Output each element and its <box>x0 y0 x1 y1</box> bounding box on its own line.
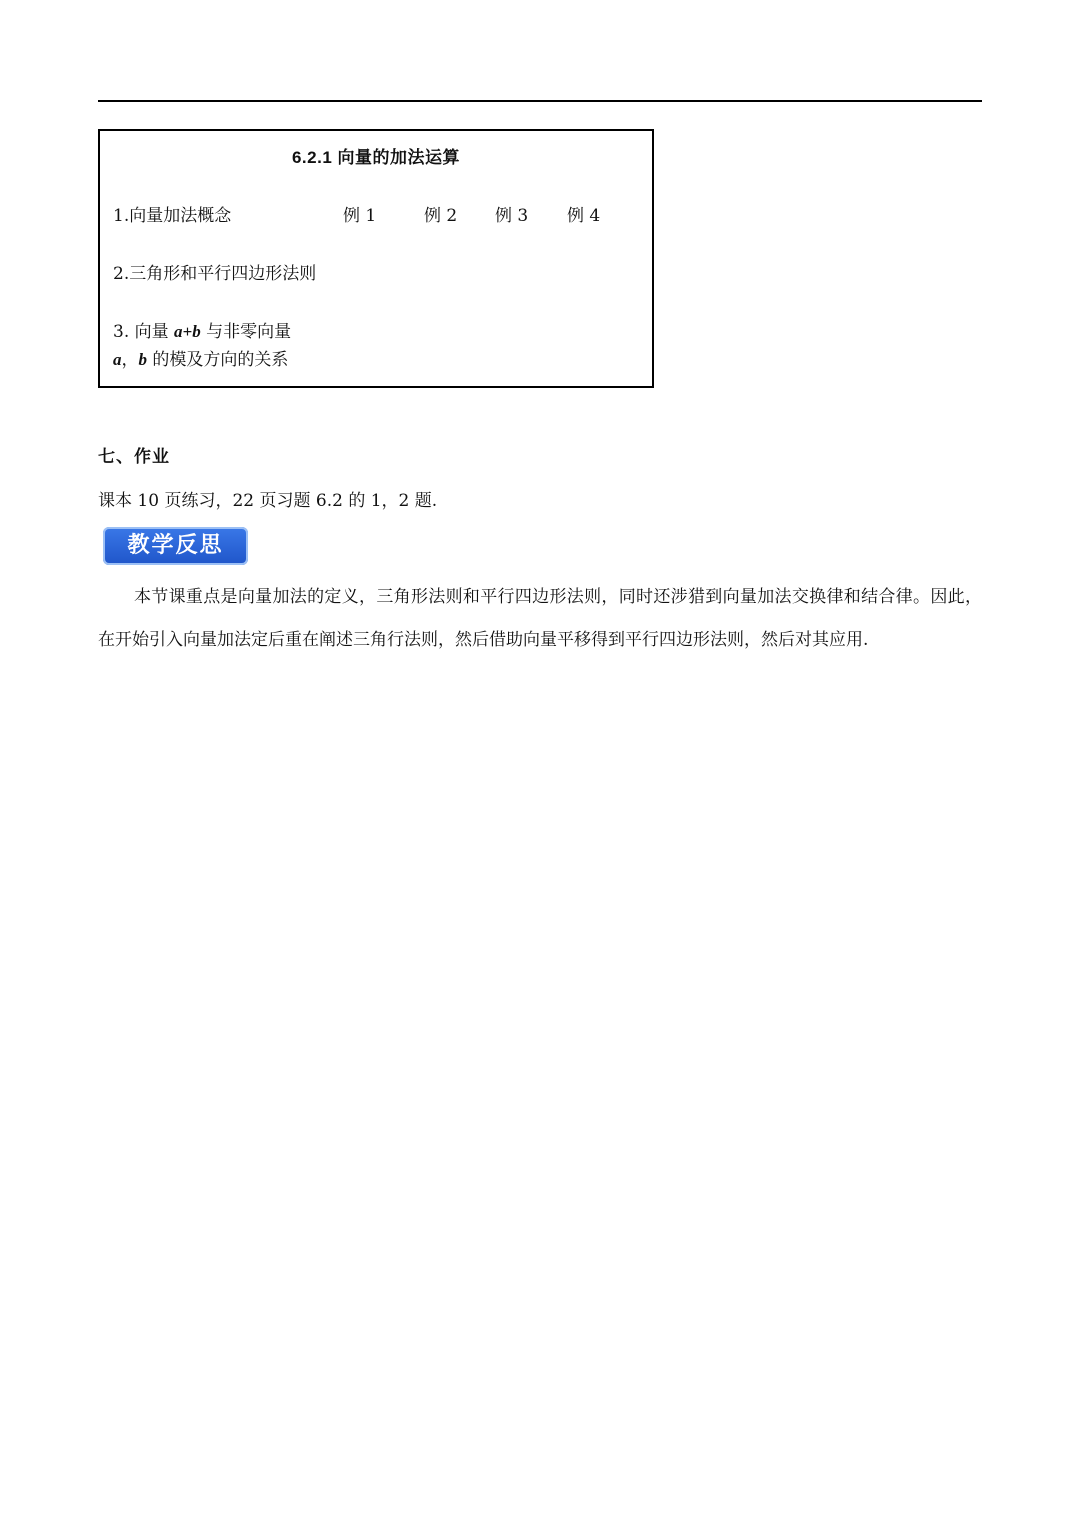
summary-example-2: 例 2 <box>424 206 458 226</box>
teaching-reflection-text: 本节课重点是向量加法的定义，三角形法则和平行四边形法则，同时还涉猎到向量加法交换律和结合律。因此，在开始引入向量加法定后重在阐述三角行法则，然后借助向量平移得到平行四边形法则，然后对其应用. <box>98 587 982 650</box>
header-rule <box>98 100 982 102</box>
summary-item3-rest: 的模及方向的关系 <box>147 350 289 370</box>
summary-item3-prefix: 3. 向量 <box>113 322 175 342</box>
homework-heading: 七、作业 <box>98 447 170 467</box>
vector-b-symbol: b <box>138 350 147 369</box>
summary-example-1: 例 1 <box>343 206 377 226</box>
vector-separator: ， <box>121 350 139 370</box>
summary-item3-suffix: 与非零向量 <box>200 322 292 342</box>
summary-item-magnitude-relation <box>113 317 291 342</box>
summary-item-triangle-parallelogram-rule: 2.三角形和平行四边形法则 <box>113 264 317 284</box>
teaching-reflection-badge: 教学反思 <box>103 527 248 565</box>
vector-a-symbol: a <box>113 350 122 369</box>
summary-box <box>98 129 654 388</box>
summary-item-vector-addition-concept: 1.向量加法概念 <box>113 206 232 226</box>
vector-sum-symbol: a+b <box>174 322 201 341</box>
homework-text: 课本 10 页练习，22 页习题 6.2 的 1，2 题. <box>98 491 438 511</box>
summary-example-3: 例 3 <box>495 206 529 226</box>
summary-example-4: 例 4 <box>567 206 601 226</box>
summary-item-magnitude-relation-continued <box>113 345 288 370</box>
summary-title: 6.2.1 向量的加法运算 <box>291 148 461 167</box>
